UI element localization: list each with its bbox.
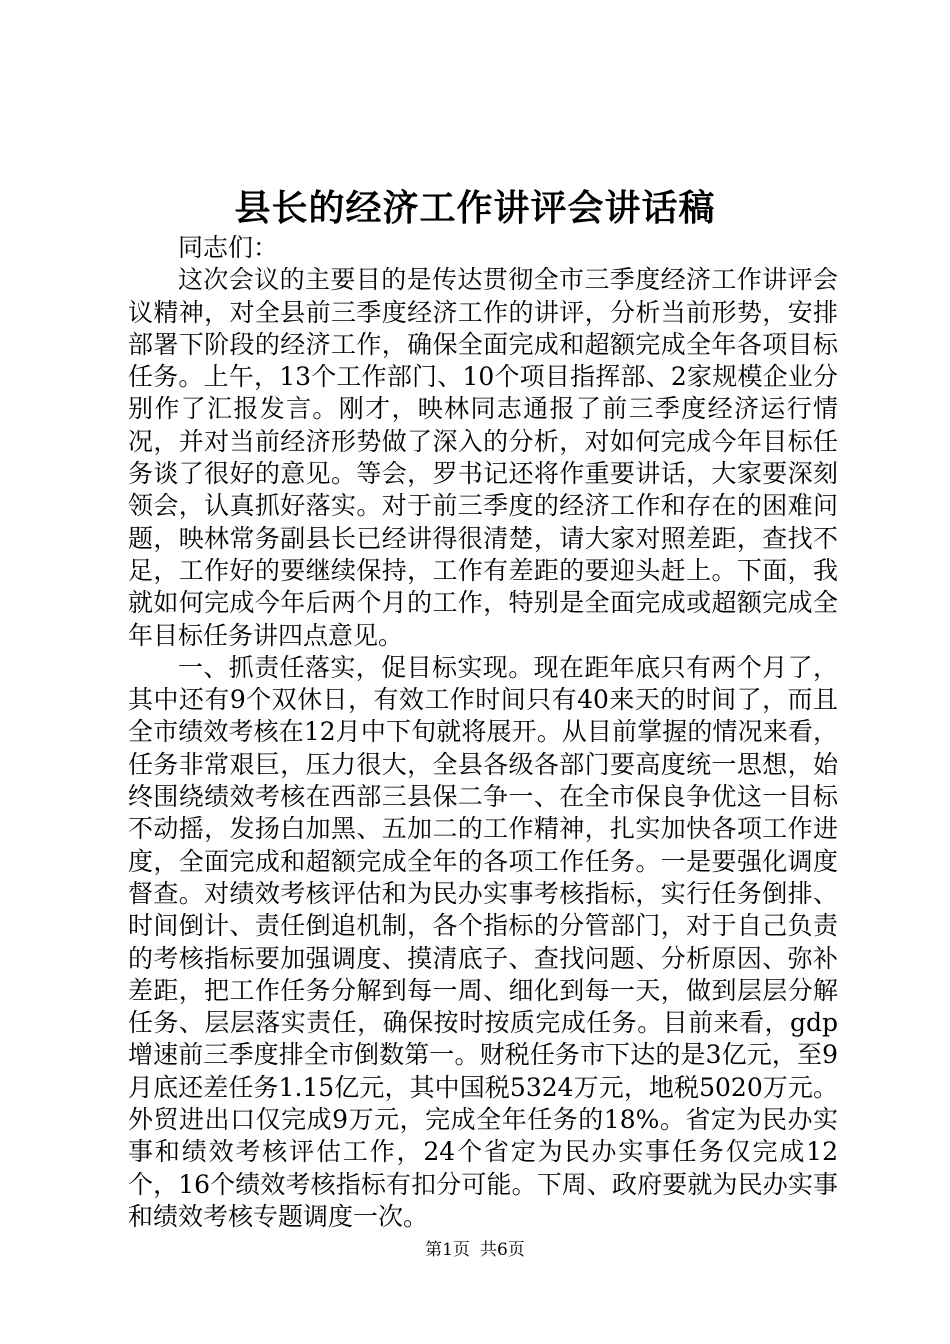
page-footer bbox=[0, 1239, 950, 1261]
document-body bbox=[128, 232, 838, 1233]
page-number: 第1页 bbox=[425, 1240, 470, 1260]
paragraph-section-one: 一、抓责任落实，促目标实现。现在距年底只有两个月了，其中还有9个双休日，有效工作时间只有40来天的时间了，而且全市绩效考核在12月中下旬就将展开。从目前掌握的情况来看，任务非常艰巨，压力很大，全县各级各部门要高度统一思想，始终围绕绩效考核在西部三县保二争一、在全市保良争优这一目标不动摇，发扬白加黑、五加二的工作精神，扎实加快各项工作进度，全面完成和超额完成全年的各项工作任务。一是要强化调度督查。对绩效考核评估和为民办实事考核指标，实行任务倒排、时间倒计、责任倒追机制，各个指标的分管部门，对于自己负责的考核指标要加强调度、摸清底子、查找问题、分析原因、弥补差距，把工作任务分解到每一周、细化到每一天，做到层层分解任务、层层落实责任，确保按时按质完成任务。目前来看，gdp增速前三季度排全市倒数第一。财税任务市下达的是3亿元，至9月底还差任务1.15亿元，其中国税5324万元，地税5020万元。外贸进出口仅完成9万元，完成全年任务的18%。省定为民办实事和绩效考核评估工作，24个省定为民办实事任务仅完成12个，16个绩效考核指标有扣分可能。下周、政府要就为民办实事和绩效考核专题调度一次。 bbox=[128, 652, 838, 1231]
page-total: 共6页 bbox=[480, 1240, 525, 1260]
paragraph-intro: 这次会议的主要目的是传达贯彻全市三季度经济工作讲评会议精神，对全县前三季度经济工作的讲评，分析当前形势，安排部署下阶段的经济工作，确保全面完成和超额完成全年各项目标任务。上午，13个工作部门、10个项目指挥部、2家规模企业分别作了汇报发言。刚才，映林同志通报了前三季度经济运行情况，并对当前经济形势做了深入的分析，对如何完成今年目标任务谈了很好的意见。等会，罗书记还将作重要讲话，大家要深刻领会，认真抓好落实。对于前三季度的经济工作和存在的困难问题，映林常务副县长已经讲得很清楚，请大家对照差距，查找不足，工作好的要继续保持，工作有差距的要迎头赶上。下面，我就如何完成今年后两个月的工作，特别是全面完成或超额完成全年目标任务讲四点意见。 bbox=[128, 265, 838, 650]
document-title: 县长的经济工作讲评会讲话稿 bbox=[234, 187, 716, 229]
salutation: 同志们： bbox=[178, 233, 279, 262]
